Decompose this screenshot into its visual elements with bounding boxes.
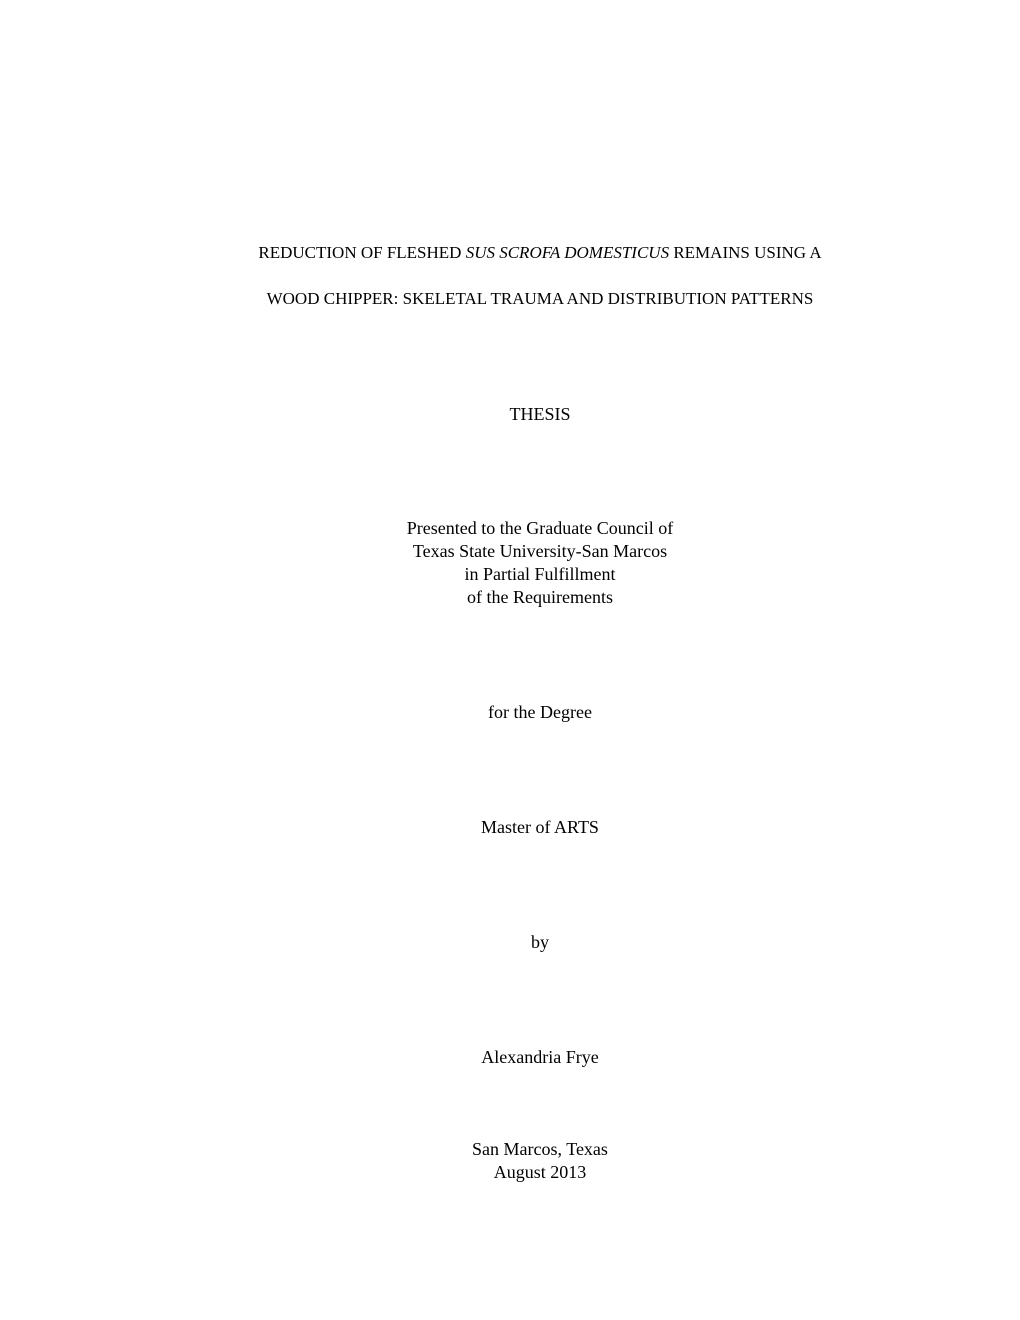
by-label: by [531,932,549,952]
for-the-degree: for the Degree [488,702,592,722]
thesis-title-line-1 [0,241,1020,264]
location: San Marcos, Texas [472,1139,608,1159]
species-name: SUS SCROFA DOMESTICUS [465,243,670,262]
degree-name: Master of ARTS [481,817,599,837]
thesis-title-line-2: WOOD CHIPPER: SKELETAL TRAUMA AND DISTRIBUTION PATTERNS [266,289,814,308]
presented-line-4: of the Requirements [467,587,613,607]
author-name: Alexandria Frye [481,1047,599,1067]
presented-line-1: Presented to the Graduate Council of [406,518,674,538]
document-type: THESIS [509,404,571,424]
title-line-1-end: REMAINS USING A [669,243,822,262]
presented-line-3: in Partial Fulfillment [464,564,616,584]
presented-line-2: Texas State University-San Marcos [412,541,668,561]
title-line-1-start: REDUCTION OF FLESHED [258,243,466,262]
date: August 2013 [493,1162,587,1182]
